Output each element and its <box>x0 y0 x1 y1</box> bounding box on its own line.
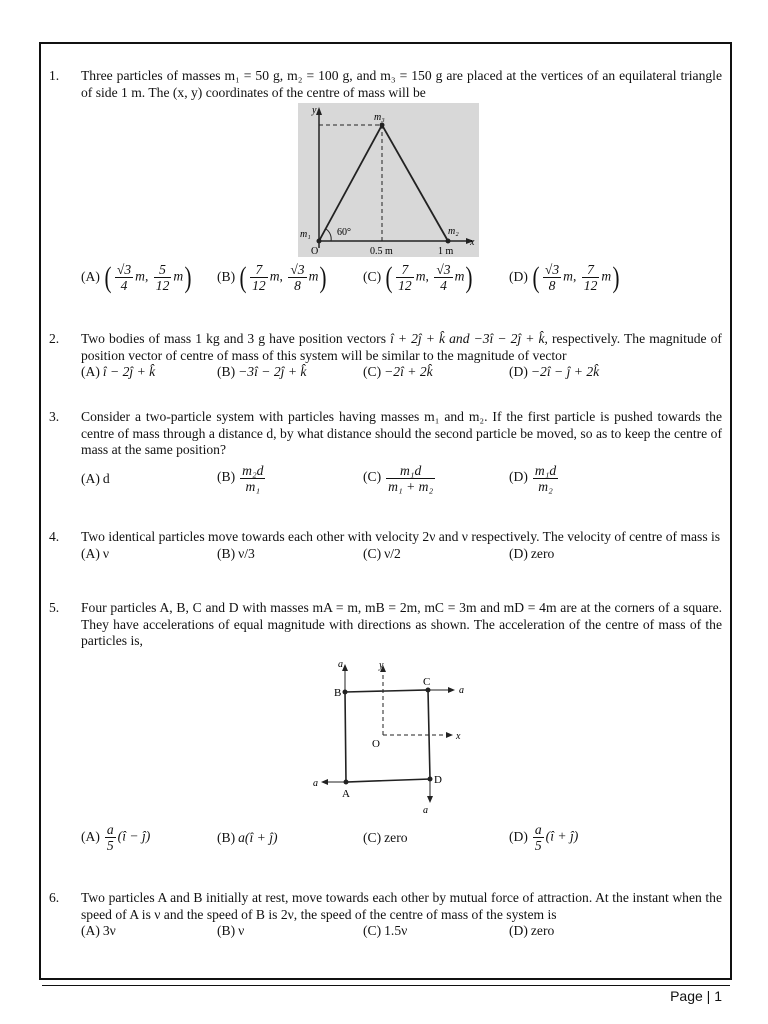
question-1 <box>41 68 730 101</box>
origin-label: O <box>311 246 319 257</box>
question-text: Consider a two-particle system with particles having masses m₁ and m₂. If the first particle is pushed towards the centre of mass through a distance d, by what distance should the second particle be moved, so as to keep the centre of mass at the same position? <box>81 409 722 457</box>
x-axis-label: x <box>470 237 475 248</box>
question-number: 1. <box>49 68 60 83</box>
option-5c[interactable]: (C) zero <box>363 830 408 845</box>
option-5b[interactable]: (B) a(î + ĵ) <box>217 830 278 845</box>
option-3d[interactable]: (D) $\frac{\text{m₁d}}{\text{m₂}}$ <box>509 462 557 494</box>
question-number: 2. <box>49 331 60 346</box>
option-3a[interactable]: (A) d <box>81 470 110 486</box>
option-6c[interactable]: (C) 1.5ν <box>363 923 408 938</box>
option-2a[interactable]: (A) î − 2ĵ + k̂ <box>81 364 156 379</box>
question-number: 5. <box>49 600 60 615</box>
option-4a[interactable]: (A) ν <box>81 545 110 561</box>
option-1b[interactable]: (B) ( $\frac{7}{12}$ m, $\frac{√3}{8}$ m) <box>217 260 327 294</box>
question-5-options <box>41 822 730 858</box>
option-4b[interactable]: (B) ν/3 <box>217 545 255 561</box>
question-number: 3. <box>49 409 60 424</box>
question-number: 4. <box>49 529 60 544</box>
corner-d-label: D <box>434 774 442 786</box>
acc-label-d: a⃗ <box>423 805 436 816</box>
option-1a[interactable]: (A) ( $\frac{√3}{4}$ m, $\frac{5}{12}$ m) <box>81 260 192 294</box>
question-6 <box>41 890 730 943</box>
acc-label-b: a⃗ <box>338 659 351 670</box>
option-5d[interactable]: (D) $\frac{a}{5}$ (î + ĵ) <box>509 822 579 853</box>
question-1-options <box>41 262 730 306</box>
page-number: Page | 1 <box>670 988 722 1004</box>
corner-c-label: C <box>423 676 431 688</box>
option-6b[interactable]: (B) ν <box>217 923 245 938</box>
acc-label-c: a⃗ <box>459 685 472 696</box>
option-2c[interactable]: (C) −2î + 2k̂ <box>363 364 433 379</box>
question-4 <box>41 529 730 566</box>
option-5a[interactable]: (A) $\frac{a}{5}$ (î − ĵ) <box>81 822 151 853</box>
y-axis-label: y <box>379 660 384 671</box>
option-1d[interactable]: (D) ( $\frac{√3}{8}$ m, $\frac{7}{12}$ m) <box>509 260 620 294</box>
footer-rule <box>42 985 730 986</box>
question-text: Two bodies of mass 1 kg and 3 g have position vectors î + 2ĵ + k̂ and −3î − 2ĵ + k̂, respectively. The magnitude of position vector of centre of mass of this system will be similar to the magnitude of vector <box>81 331 722 363</box>
x-axis-label: x <box>456 731 461 742</box>
option-3b[interactable]: (B) $\frac{\text{m₂d}}{\text{m₁}}$ <box>217 462 264 494</box>
question-5 <box>41 600 730 650</box>
origin-label: O <box>372 738 380 750</box>
question-3 <box>41 409 730 503</box>
question-text: Two identical particles move towards each other with velocity 2ν and ν respectively. The velocity of centre of mass is <box>81 529 721 544</box>
option-2b[interactable]: (B) −3î − 2ĵ + k̂ <box>217 364 307 379</box>
angle-label: 60° <box>337 227 351 238</box>
half-metre-label: 0.5 m <box>370 246 393 257</box>
question-number: 6. <box>49 890 60 905</box>
acc-label-a: a⃗ <box>313 778 326 789</box>
option-6a[interactable]: (A) 3ν <box>81 923 116 938</box>
question-2 <box>41 331 730 384</box>
m2-label: m₂ <box>448 226 459 237</box>
corner-b-label: B <box>334 687 342 699</box>
option-6d[interactable]: (D) zero <box>509 923 555 938</box>
question-sheet <box>39 42 732 980</box>
option-1c[interactable]: (C) ( $\frac{7}{12}$ m, $\frac{√3}{4}$ m) <box>363 260 473 294</box>
y-axis-label: y <box>312 105 317 116</box>
question-text: Two particles A and B initially at rest, move towards each other by mutual force of attraction. At the instant when the speed of A is ν and the speed of B is 2ν, the speed of the centre of mass of the system is <box>81 890 722 922</box>
option-3c[interactable]: (C) $\frac{\text{m₁d}}{\text{m₁ + m₂}}$ <box>363 462 434 494</box>
square-figure <box>313 659 485 819</box>
question-text: Four particles A, B, C and D with masses mA = m, mB = 2m, mC = 3m and mD = 4m are at the corners of a square. They have accelerations of equal magnitude with directions as shown. The acceleration of the centre of mass of the particles is, <box>81 600 722 648</box>
one-metre-label: 1 m <box>438 246 454 257</box>
m3-label: m₃ <box>374 112 385 123</box>
option-2d[interactable]: (D) −2î − ĵ + 2k̂ <box>509 364 600 379</box>
question-text: Three particles of masses m₁ = 50 g, m₂ = 100 g, and m₃ = 150 g are placed at the vertices of an equilateral triangle of side 1 m. The (x, y) coordinates of the centre of mass will be <box>81 68 722 100</box>
corner-a-label: A <box>342 788 350 800</box>
option-4d[interactable]: (D) zero <box>509 545 555 561</box>
option-4c[interactable]: (C) ν/2 <box>363 545 401 561</box>
m1-label: m₁ <box>300 229 311 240</box>
triangle-figure <box>298 103 479 257</box>
